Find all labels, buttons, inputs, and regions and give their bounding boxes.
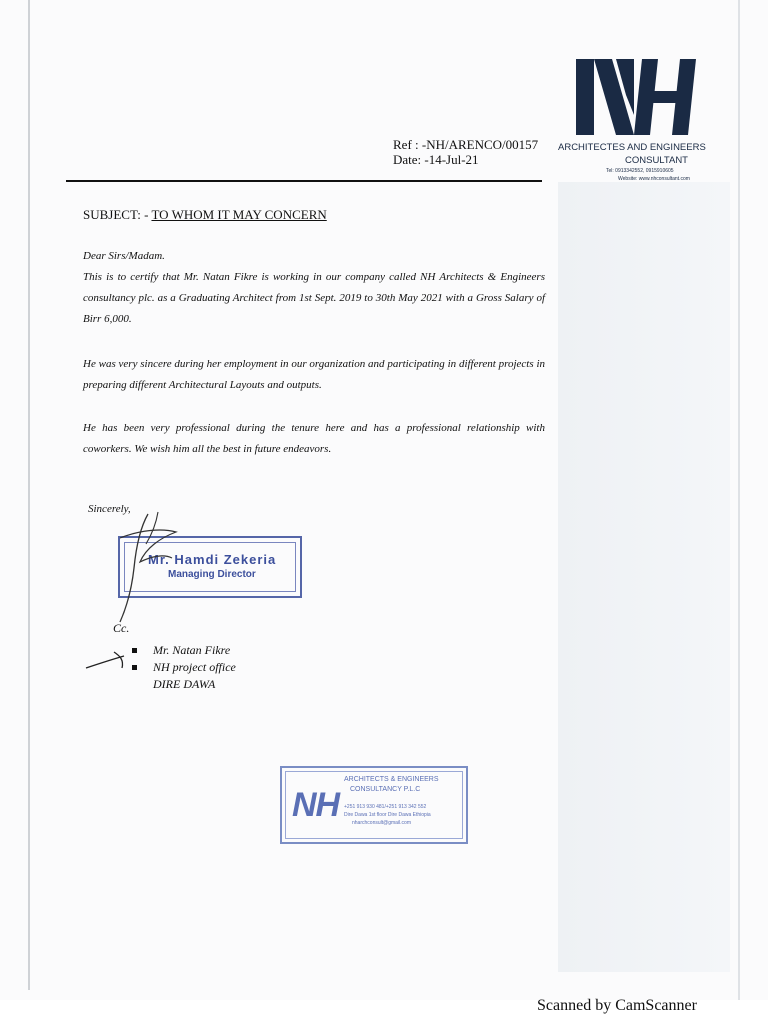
letter-date: Date: -14-Jul-21 [393, 152, 479, 167]
arrow-icon [84, 648, 128, 676]
nh-logo [572, 55, 700, 139]
stamp-email: nharchconsult@gmail.com [352, 820, 411, 826]
cc-label: Cc. [113, 621, 130, 635]
page-right-edge [738, 0, 740, 1000]
logo-company-line2: CONSULTANT [625, 155, 688, 166]
body-paragraph-2: He was very sincere during her employment in our organization and participating in different projects in preparing different Architectural Layouts and outputs. [83, 358, 545, 391]
closing: Sincerely, [88, 503, 131, 515]
logo-n-left-stroke [576, 59, 594, 135]
signatory-name: Mr. Hamdi Zekeria [148, 552, 277, 567]
stamp-company-name: ARCHITECTS & ENGINEERS [344, 776, 439, 783]
subject-value: TO WHOM IT MAY CONCERN [151, 207, 327, 222]
body-paragraph-1: This is to certify that Mr. Natan Fikre is working in our company called NH Architects & Engineers consultancy plc. as a Graduating Architect from 1st Sept. 2019 to 30th May 2021 with a Gross Salary of Birr 6,000. [83, 271, 545, 325]
header-divider [66, 180, 542, 182]
cc-item [132, 676, 236, 693]
cc-item-text: DIRE DAWA [153, 677, 216, 691]
signatory-title: Managing Director [168, 569, 256, 580]
scanner-watermark: Scanned by CamScanner [537, 997, 697, 1014]
logo-website: Website: www.nhconsultant.com [618, 176, 690, 182]
salutation: Dear Sirs/Madam. [83, 250, 165, 262]
cc-item-text: Mr. Natan Fikre [153, 643, 231, 657]
cc-item [132, 659, 236, 676]
handwritten-signature [100, 508, 190, 628]
bullet-icon [132, 665, 137, 670]
subject-line [83, 207, 327, 223]
cc-item-text: NH project office [153, 660, 236, 674]
stamp-phone: +251 913 930 481/+251 913 342 552 [344, 804, 427, 810]
logo-company-line1: ARCHITECTES AND ENGINEERS [558, 142, 706, 153]
body-paragraph-3: He has been very professional during the tenure here and has a professional relationship with coworkers. We wish him all the best in future endeavors. [83, 422, 545, 455]
stamp-address: Dire Dawa 1st floor Dire Dawa Ethiopia [344, 812, 431, 818]
stamp-company-type: CONSULTANCY P.L.C [350, 786, 421, 793]
company-stamp [280, 766, 468, 844]
stamp-logo-mark: NH [292, 786, 340, 824]
cc-item [132, 642, 236, 659]
reference-number: Ref : -NH/ARENCO/00157 [393, 137, 539, 152]
page-left-edge [28, 0, 30, 990]
logo-telephone: Tel: 0913342552, 0915910605 [606, 168, 674, 174]
bullet-icon [132, 648, 137, 653]
cc-list [132, 642, 236, 693]
reference-block [393, 137, 538, 167]
subject-label: SUBJECT: - [83, 207, 149, 222]
scan-shadow [558, 182, 730, 972]
